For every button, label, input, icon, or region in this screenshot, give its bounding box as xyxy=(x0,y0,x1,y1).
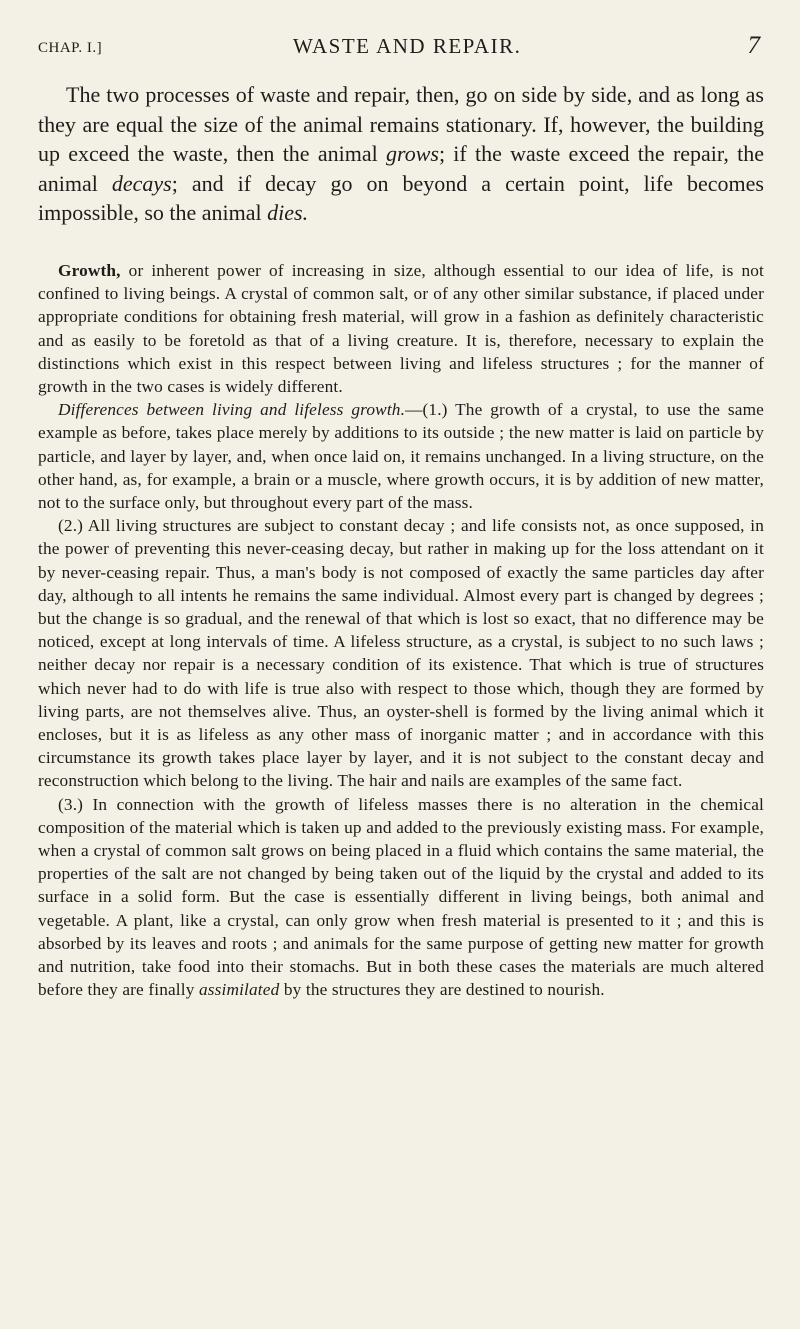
paragraph-3-text-part-2: by the structures they are destined to nourish. xyxy=(279,980,605,1000)
lead-text-part-1: The two processes of waste and repair, then, go on side by side, and as long as they are equal the size of the animal remains stationary. If, however, the building up exceed the waste, then the animal xyxy=(38,82,764,167)
growth-paragraph xyxy=(38,259,764,398)
running-head xyxy=(38,34,760,64)
differences-paragraph-text: —(1.) The growth of a crystal, to use the same example as before, takes place merely by additions to its outside ; the new matter is laid on particle by particle, and layer by layer, and, when once laid on, it remains unchanged. In a living structure, on the other hand, as, for example, a brain or a muscle, where growth occurs, it is by addition of new matter, not to the surface only, but throughout every part of the mass. xyxy=(38,400,764,513)
lead-paragraph xyxy=(38,80,764,228)
paragraph-2: (2.) All living structures are subject to constant decay ; and life consists not, as once supposed, in the power of preventing this never-ceasing decay, but rather in making up for the loss attendant on it by never-ceasing repair. Thus, a man's body is not composed of exactly the same particles day after day, although to all intents he remains the same individual. Almost every part is changed by degrees ; but the change is so gradual, and the renewal of that which is lost so exact, that no difference may be noticed, except at long intervals of time. A lifeless structure, as a crystal, is subject to no such laws ; neither decay nor repair is a necessary condition of its existence. That which is true of structures which never had to do with life is true also with respect to those which, though they are formed by living parts, are not themselves alive. Thus, an oyster-shell is formed by the living animal which it encloses, but it is as lifeless as any other mass of inorganic matter ; and in accordance with this circumstance its growth takes place layer by layer, and it is not subject to the constant decay and reconstruction which belong to the living. The hair and nails are examples of the same fact. xyxy=(38,516,764,791)
lead-emphasis-grows: grows xyxy=(385,141,439,167)
lead-text xyxy=(38,80,764,228)
running-title: WASTE AND REPAIR. xyxy=(293,34,522,58)
lead-text-part-2: ; if the waste exceed the repair, the animal xyxy=(38,141,764,196)
lead-emphasis-decays: decays xyxy=(111,170,172,196)
body-text xyxy=(38,259,764,1002)
paragraph-3-text-part-1: (3.) In connection with the growth of lifeless masses there is no alteration in the chemical composition of the material which is taken up and added to the previously existing mass. For example, when a crystal of common salt grows on being placed in a fluid which contains the same material, the properties of the salt are not changed by being taken out of the liquid by the crystal and added to its surface in a solid form. But the case is essentially different in living beings, both animal and vegetable. A plant, like a crystal, can only grow when fresh material is presented to it ; and this is absorbed by its leaves and roots ; and animals for the same purpose of getting new matter for growth and nutrition, take food into their stomachs. But in both these cases the materials are much altered before they are finally xyxy=(38,794,764,1000)
paragraph-3-emphasis-assimilated: assimilated xyxy=(198,980,280,1000)
differences-sidehead: Differences between living and lifeless growth. xyxy=(58,400,406,420)
lead-emphasis-dies: dies. xyxy=(267,200,309,226)
lead-text-part-3: ; and if decay go on beyond a certain point, life becomes impossible, so the animal xyxy=(38,170,764,226)
chapter-label: CHAP. I.] xyxy=(38,40,103,56)
growth-sidehead: Growth, xyxy=(58,261,121,280)
paragraph-3 xyxy=(38,793,764,1002)
growth-paragraph-text: or inherent power of increasing in size, although essential to our idea of life, is not confined to living beings. A crystal of common salt, or of any other similar substance, if placed under appropriate conditions for obtaining fresh material, will grow in a fashion as definitely characteristic and as easily to be foretold as that of a living creature. It is, therefore, necessary to explain the distinctions which exist in this respect between living and lifeless structures ; for the manner of growth in the two cases is widely different. xyxy=(38,261,764,397)
differences-paragraph xyxy=(38,398,764,514)
page-number: 7 xyxy=(747,32,760,59)
